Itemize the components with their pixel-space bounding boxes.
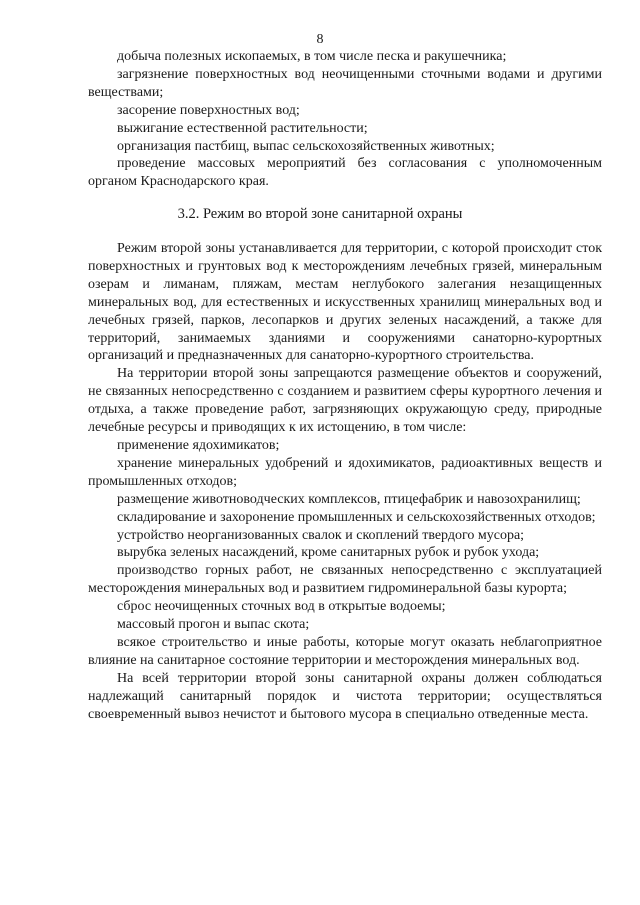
paragraph-prohibitions-intro: На территории второй зоны запрещаются размещение объектов и сооружений, не связанных непосредственно с созданием и развитием сферы курортного лечения и отдыха, а также проведение работ, загрязняющих окружающую среду, природные лечебные ресурсы и приводящих к их истощению, в том числе: — [88, 366, 602, 436]
section-body — [88, 240, 602, 723]
list-item: устройство неорганизованных свалок и скоплений твердого мусора; — [117, 527, 525, 543]
list-item: организация пастбищ, выпас сельскохозяйственных животных; — [117, 138, 495, 154]
list-item: хранение минеральных удобрений и ядохимикатов, радиоактивных веществ и промышленных отходов; — [88, 455, 602, 489]
list-item: сброс неочищенных сточных вод в открытые водоемы; — [117, 599, 446, 615]
list-item: вырубка зеленых насаждений, кроме санитарных рубок и рубок ухода; — [117, 545, 540, 561]
list-item: производство горных работ, не связанных непосредственно с эксплуатацией месторождения минеральных вод и развитием гидроминеральной базы курорта; — [88, 563, 602, 597]
list-item: размещение животноводческих комплексов, птицефабрик и навозохранилищ; — [117, 491, 581, 507]
paragraph-sanitary-order: На всей территории второй зоны санитарной охраны должен соблюдаться надлежащий санитарный порядок и чистота территории; осуществляться своевременный вывоз нечистот и бытового мусора в специально отведенные места. — [88, 670, 602, 722]
prohibited-activities-list-first-zone — [88, 48, 602, 191]
page-number: 8 — [316, 32, 324, 47]
prohibited-activities-list-second-zone — [88, 437, 602, 670]
paragraph-zone-definition: Режим второй зоны устанавливается для территории, с которой происходит сток поверхностных и грунтовых вод к месторождениям лечебных грязей, минеральным озерам и лиманам, пляжам, местам неглубокого залегания незащищенных минеральных вод, для естественных и искусственных хранилищ минеральных вод и лечебных грязей, парков, лесопарков и других зеленых насаждений, а также для территорий, занимаемых зданиями и сооружениями санаторно-курортных организаций и предназначенных для санаторно-курортного строительства. — [88, 241, 602, 364]
list-item: всякое строительство и иные работы, которые могут оказать неблагоприятное влияние на санитарное состояние территории и месторождения минеральных вод. — [88, 634, 602, 668]
list-item: применение ядохимикатов; — [117, 437, 280, 453]
list-item: проведение массовых мероприятий без согласования с уполномоченным органом Краснодарского края. — [88, 156, 602, 190]
section-heading: 3.2. Режим во второй зоне санитарной охраны — [177, 206, 463, 222]
list-item: выжигание естественной растительности; — [117, 120, 368, 136]
list-item: массовый прогон и выпас скота; — [117, 617, 310, 633]
list-item: загрязнение поверхностных вод неочищенными сточными водами и другими веществами; — [88, 66, 602, 100]
list-item: складирование и захоронение промышленных и сельскохозяйственных отходов; — [117, 509, 596, 525]
list-item: добыча полезных ископаемых, в том числе песка и ракушечника; — [117, 49, 507, 64]
list-item: засорение поверхностных вод; — [117, 102, 300, 118]
